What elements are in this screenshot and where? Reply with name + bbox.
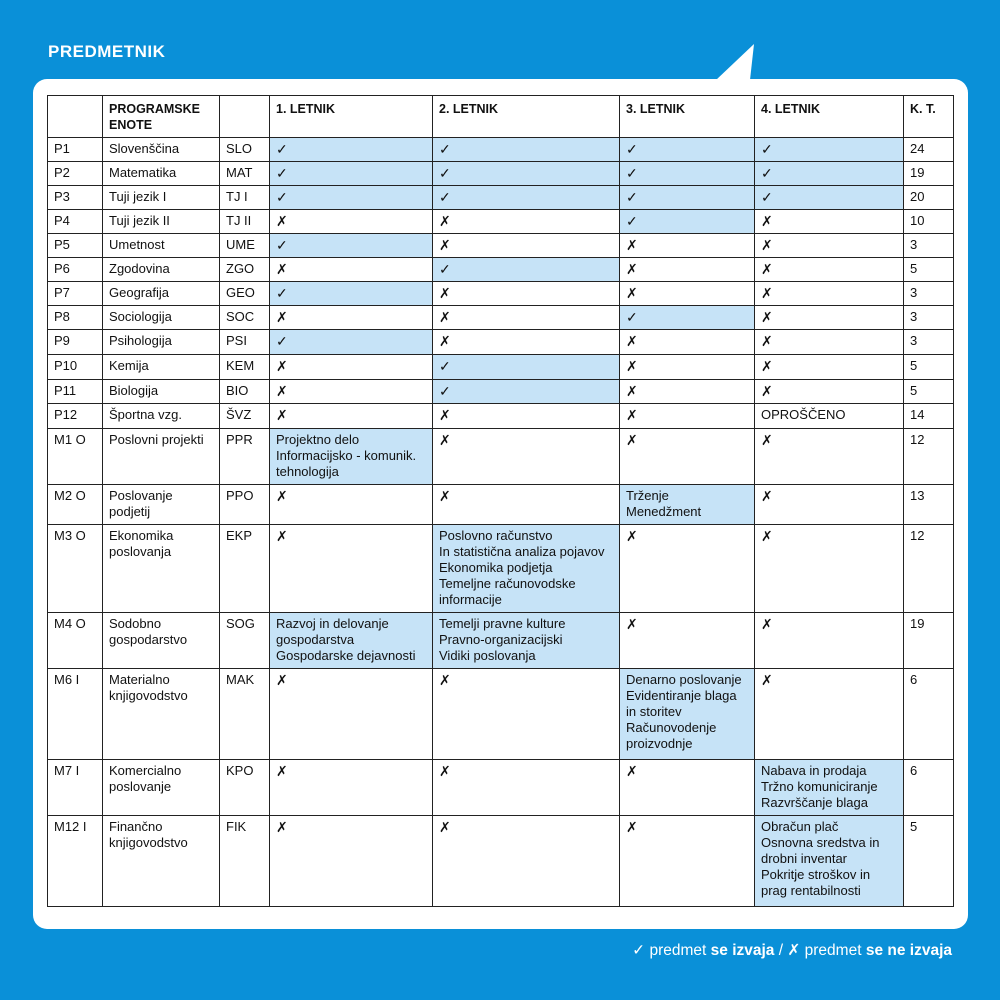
table-row xyxy=(48,210,954,234)
page-title: PREDMETNIK xyxy=(48,42,166,61)
cross-mark-cell: ✗ xyxy=(620,760,755,816)
table-row xyxy=(48,429,954,485)
check-mark-cell: ✓ xyxy=(433,258,620,282)
cross-mark-cell: ✗ xyxy=(755,669,904,760)
table-row xyxy=(48,138,954,162)
table-row xyxy=(48,525,954,613)
table-row xyxy=(48,404,954,429)
row-name: Biologija xyxy=(103,380,220,404)
row-name: Umetnost xyxy=(103,234,220,258)
row-code: FIK xyxy=(220,816,270,907)
row-id: P1 xyxy=(48,138,103,162)
cross-mark-cell: ✗ xyxy=(755,525,904,613)
table-row xyxy=(48,816,954,907)
year-content-cell: Projektno delo Informacijsko - komunik. tehnologija xyxy=(270,429,433,485)
check-icon: ✓ xyxy=(632,942,646,959)
row-code: PSI xyxy=(220,330,270,355)
row-name: Sociologija xyxy=(103,306,220,330)
curriculum-table xyxy=(47,95,954,907)
check-mark-cell: ✓ xyxy=(270,162,433,186)
row-code: TJ II xyxy=(220,210,270,234)
header-year-3: 3. LETNIK xyxy=(620,96,755,138)
row-kt: 3 xyxy=(904,330,954,355)
table-row xyxy=(48,669,954,760)
row-name: Poslovni projekti xyxy=(103,429,220,485)
cross-mark-cell: ✗ xyxy=(755,282,904,306)
cross-mark-cell: ✗ xyxy=(270,525,433,613)
row-code: UME xyxy=(220,234,270,258)
cross-mark-cell: ✗ xyxy=(620,380,755,404)
row-code: PPR xyxy=(220,429,270,485)
row-kt: 6 xyxy=(904,760,954,816)
row-kt: 24 xyxy=(904,138,954,162)
row-name: Ekonomika poslovanja xyxy=(103,525,220,613)
cross-mark-cell: ✗ xyxy=(620,525,755,613)
row-kt: 3 xyxy=(904,306,954,330)
check-mark-cell: ✓ xyxy=(620,138,755,162)
row-id: P5 xyxy=(48,234,103,258)
row-name: Poslovanje podjetij xyxy=(103,485,220,525)
table-row xyxy=(48,306,954,330)
row-code: MAK xyxy=(220,669,270,760)
row-code: BIO xyxy=(220,380,270,404)
row-kt: 5 xyxy=(904,380,954,404)
row-name: Sodobno gospodarstvo xyxy=(103,613,220,669)
row-code: ŠVZ xyxy=(220,404,270,429)
cross-mark-cell: ✗ xyxy=(620,816,755,907)
row-name: Finančno knjigovodstvo xyxy=(103,816,220,907)
legend-separator: / xyxy=(774,942,788,959)
row-kt: 14 xyxy=(904,404,954,429)
row-code: KPO xyxy=(220,760,270,816)
cross-mark-cell: ✗ xyxy=(270,485,433,525)
row-name: Kemija xyxy=(103,355,220,380)
legend xyxy=(632,941,952,960)
cross-mark-cell: ✗ xyxy=(433,816,620,907)
check-mark-cell: ✓ xyxy=(620,306,755,330)
row-kt: 19 xyxy=(904,613,954,669)
legend-bold-1: se izvaja xyxy=(710,942,775,959)
legend-bold-2: se ne izvaja xyxy=(865,942,952,959)
header-id xyxy=(48,96,103,138)
table-row xyxy=(48,330,954,355)
year-content-cell: Obračun plač Osnovna sredstva in drobni inventar Pokritje stroškov in prag rentabilnosti xyxy=(755,816,904,907)
check-mark-cell: ✓ xyxy=(433,355,620,380)
cross-mark-cell: ✗ xyxy=(620,613,755,669)
check-mark-cell: ✓ xyxy=(270,138,433,162)
check-mark-cell: ✓ xyxy=(755,138,904,162)
row-code: MAT xyxy=(220,162,270,186)
cross-mark-cell: ✗ xyxy=(755,330,904,355)
cross-mark-cell: ✗ xyxy=(755,613,904,669)
table-row xyxy=(48,485,954,525)
row-name: Športna vzg. xyxy=(103,404,220,429)
header-year-2: 2. LETNIK xyxy=(433,96,620,138)
row-id: P8 xyxy=(48,306,103,330)
row-kt: 19 xyxy=(904,162,954,186)
cross-mark-cell: ✗ xyxy=(433,760,620,816)
row-kt: 3 xyxy=(904,282,954,306)
year-content-cell: Poslovno računstvo In statistična analiza pojavov Ekonomika podjetja Temeljne računovodske informacije xyxy=(433,525,620,613)
row-id: P9 xyxy=(48,330,103,355)
row-id: P7 xyxy=(48,282,103,306)
row-kt: 12 xyxy=(904,429,954,485)
cross-mark-cell: ✗ xyxy=(433,330,620,355)
row-kt: 5 xyxy=(904,258,954,282)
cross-mark-cell: ✗ xyxy=(433,669,620,760)
check-mark-cell: ✓ xyxy=(433,162,620,186)
year-content-cell: Temelji pravne kulture Pravno-organizacijski Vidiki poslovanja xyxy=(433,613,620,669)
row-id: M12 I xyxy=(48,816,103,907)
row-kt: 13 xyxy=(904,485,954,525)
row-id: P4 xyxy=(48,210,103,234)
row-kt: 5 xyxy=(904,355,954,380)
row-kt: 20 xyxy=(904,186,954,210)
cross-mark-cell: ✗ xyxy=(433,282,620,306)
table-row xyxy=(48,760,954,816)
cross-mark-cell: ✗ xyxy=(620,258,755,282)
header-year-1: 1. LETNIK xyxy=(270,96,433,138)
table-row xyxy=(48,186,954,210)
row-code: ZGO xyxy=(220,258,270,282)
cross-mark-cell: ✗ xyxy=(755,429,904,485)
cross-mark-cell: ✗ xyxy=(270,210,433,234)
cross-mark-cell: ✗ xyxy=(433,485,620,525)
check-mark-cell: ✓ xyxy=(270,234,433,258)
row-name: Tuji jezik I xyxy=(103,186,220,210)
cross-mark-cell: ✗ xyxy=(270,306,433,330)
cross-mark-cell: ✗ xyxy=(620,234,755,258)
row-code: PPO xyxy=(220,485,270,525)
row-name: Psihologija xyxy=(103,330,220,355)
cross-mark-cell: ✗ xyxy=(755,306,904,330)
row-id: P12 xyxy=(48,404,103,429)
row-name: Komercialno poslovanje xyxy=(103,760,220,816)
check-mark-cell: ✓ xyxy=(755,186,904,210)
cross-mark-cell: ✗ xyxy=(620,404,755,429)
row-id: P10 xyxy=(48,355,103,380)
cross-mark-cell: ✗ xyxy=(270,404,433,429)
header-code xyxy=(220,96,270,138)
row-code: SLO xyxy=(220,138,270,162)
check-mark-cell: ✓ xyxy=(270,282,433,306)
row-id: M3 O xyxy=(48,525,103,613)
table-row xyxy=(48,162,954,186)
row-id: M6 I xyxy=(48,669,103,760)
year-content-cell: Nabava in prodaja Tržno komuniciranje Razvrščanje blaga xyxy=(755,760,904,816)
cross-mark-cell: ✗ xyxy=(755,234,904,258)
speech-bubble-tail xyxy=(716,44,756,84)
table-row xyxy=(48,234,954,258)
year-content-cell: Trženje Menedžment xyxy=(620,485,755,525)
row-name: Slovenščina xyxy=(103,138,220,162)
cross-mark-cell: ✗ xyxy=(270,355,433,380)
cross-mark-cell: ✗ xyxy=(433,306,620,330)
table-row xyxy=(48,613,954,669)
check-mark-cell: ✓ xyxy=(433,186,620,210)
cross-mark-cell: ✗ xyxy=(270,816,433,907)
row-code: EKP xyxy=(220,525,270,613)
row-code: TJ I xyxy=(220,186,270,210)
row-kt: 10 xyxy=(904,210,954,234)
cross-mark-cell: ✗ xyxy=(270,258,433,282)
row-name: Geografija xyxy=(103,282,220,306)
row-name: Tuji jezik II xyxy=(103,210,220,234)
check-mark-cell: ✓ xyxy=(755,162,904,186)
cross-mark-cell: ✗ xyxy=(270,669,433,760)
header-kt: K. T. xyxy=(904,96,954,138)
row-id: P11 xyxy=(48,380,103,404)
cross-mark-cell: ✗ xyxy=(755,258,904,282)
legend-text-1: predmet xyxy=(645,942,711,959)
year-content-cell: Razvoj in delovanje gospodarstva Gospodarske dejavnosti xyxy=(270,613,433,669)
cross-mark-cell: ✗ xyxy=(270,380,433,404)
row-id: M4 O xyxy=(48,613,103,669)
cross-mark-cell: ✗ xyxy=(620,282,755,306)
check-mark-cell: ✓ xyxy=(270,186,433,210)
cross-mark-cell: ✗ xyxy=(755,355,904,380)
check-mark-cell: ✓ xyxy=(620,162,755,186)
table-row xyxy=(48,282,954,306)
row-id: P3 xyxy=(48,186,103,210)
row-id: M7 I xyxy=(48,760,103,816)
year-content-cell: OPROŠČENO xyxy=(755,404,904,429)
cross-mark-cell: ✗ xyxy=(755,485,904,525)
cross-mark-cell: ✗ xyxy=(433,234,620,258)
table-row xyxy=(48,355,954,380)
table-row xyxy=(48,380,954,404)
row-kt: 12 xyxy=(904,525,954,613)
cross-mark-cell: ✗ xyxy=(620,355,755,380)
row-name: Zgodovina xyxy=(103,258,220,282)
check-mark-cell: ✓ xyxy=(433,138,620,162)
header-program-units: PROGRAMSKE ENOTE xyxy=(103,96,220,138)
row-code: SOC xyxy=(220,306,270,330)
check-mark-cell: ✓ xyxy=(270,330,433,355)
table-header-row xyxy=(48,96,954,138)
row-id: P6 xyxy=(48,258,103,282)
row-name: Matematika xyxy=(103,162,220,186)
row-id: M1 O xyxy=(48,429,103,485)
cross-mark-cell: ✗ xyxy=(270,760,433,816)
cross-mark-cell: ✗ xyxy=(433,429,620,485)
legend-text-2: predmet xyxy=(800,942,866,959)
header-year-4: 4. LETNIK xyxy=(755,96,904,138)
row-kt: 6 xyxy=(904,669,954,760)
check-mark-cell: ✓ xyxy=(620,210,755,234)
row-code: SOG xyxy=(220,613,270,669)
row-id: P2 xyxy=(48,162,103,186)
check-mark-cell: ✓ xyxy=(620,186,755,210)
row-id: M2 O xyxy=(48,485,103,525)
cross-icon: ✗ xyxy=(787,942,801,959)
row-kt: 3 xyxy=(904,234,954,258)
cross-mark-cell: ✗ xyxy=(620,429,755,485)
check-mark-cell: ✓ xyxy=(433,380,620,404)
cross-mark-cell: ✗ xyxy=(755,380,904,404)
table-row xyxy=(48,258,954,282)
cross-mark-cell: ✗ xyxy=(433,210,620,234)
row-kt: 5 xyxy=(904,816,954,907)
row-name: Materialno knjigovodstvo xyxy=(103,669,220,760)
cross-mark-cell: ✗ xyxy=(433,404,620,429)
row-code: KEM xyxy=(220,355,270,380)
year-content-cell: Denarno poslovanje Evidentiranje blaga in storitev Računovodenje proizvodnje xyxy=(620,669,755,760)
row-code: GEO xyxy=(220,282,270,306)
cross-mark-cell: ✗ xyxy=(755,210,904,234)
cross-mark-cell: ✗ xyxy=(620,330,755,355)
